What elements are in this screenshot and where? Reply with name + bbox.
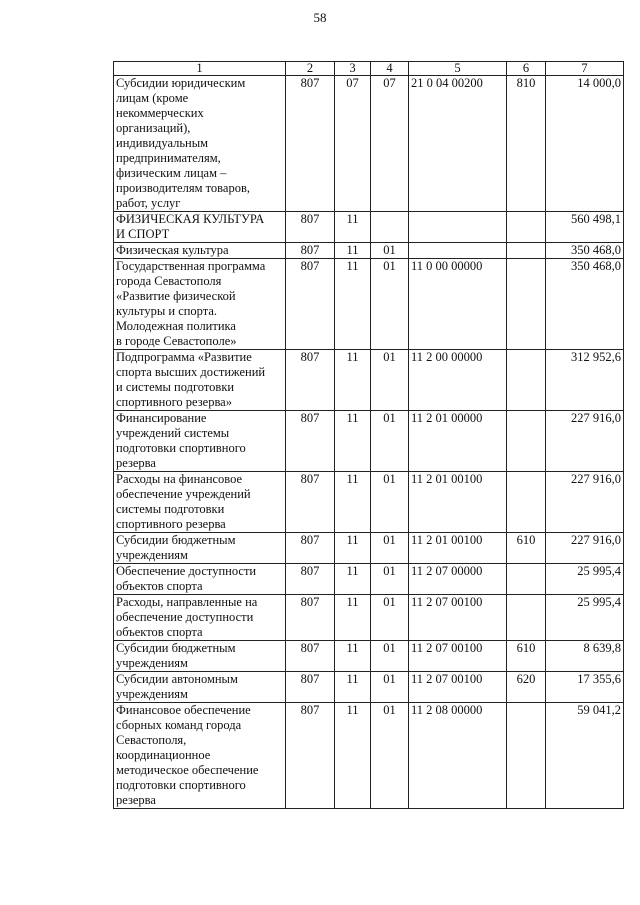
expense-type-code — [507, 595, 546, 641]
ministry-code: 807 — [286, 243, 335, 259]
table-row — [114, 212, 624, 243]
ministry-code: 807 — [286, 641, 335, 672]
expense-type-code — [507, 703, 546, 809]
column-header: 3 — [335, 62, 371, 76]
ministry-code: 807 — [286, 472, 335, 533]
target-article-code: 11 2 07 00100 — [409, 672, 507, 703]
section-code: 11 — [335, 595, 371, 641]
ministry-code: 807 — [286, 703, 335, 809]
table-row — [114, 350, 624, 411]
section-code: 11 — [335, 411, 371, 472]
amount: 227 916,0 — [546, 533, 624, 564]
table-header-row — [114, 62, 624, 76]
section-code: 11 — [335, 564, 371, 595]
amount: 312 952,6 — [546, 350, 624, 411]
row-name: Субсидии бюджетным учреждениям — [114, 533, 286, 564]
section-code: 11 — [335, 212, 371, 243]
section-code: 11 — [335, 243, 371, 259]
column-header: 2 — [286, 62, 335, 76]
target-article-code: 11 2 07 00100 — [409, 595, 507, 641]
expense-type-code — [507, 259, 546, 350]
ministry-code: 807 — [286, 564, 335, 595]
subsection-code: 01 — [371, 259, 409, 350]
row-name: Субсидии бюджетным учреждениям — [114, 641, 286, 672]
expense-type-code: 610 — [507, 641, 546, 672]
subsection-code: 01 — [371, 703, 409, 809]
table-row — [114, 641, 624, 672]
section-code: 11 — [335, 641, 371, 672]
amount: 227 916,0 — [546, 411, 624, 472]
table-row — [114, 672, 624, 703]
ministry-code: 807 — [286, 595, 335, 641]
expense-type-code — [507, 350, 546, 411]
row-name: Расходы, направленные на обеспечение доступности объектов спорта — [114, 595, 286, 641]
section-code: 11 — [335, 472, 371, 533]
subsection-code: 01 — [371, 672, 409, 703]
budget-table — [113, 61, 624, 809]
ministry-code: 807 — [286, 259, 335, 350]
row-name: Обеспечение доступности объектов спорта — [114, 564, 286, 595]
row-name: Субсидии юридическим лицам (кроме некоммерческих организаций), индивидуальным предпринимателям, физическим лицам – производителям товаров, работ, услуг — [114, 76, 286, 212]
expense-type-code — [507, 411, 546, 472]
subsection-code: 01 — [371, 641, 409, 672]
ministry-code: 807 — [286, 533, 335, 564]
subsection-code: 01 — [371, 411, 409, 472]
section-code: 11 — [335, 533, 371, 564]
column-header: 1 — [114, 62, 286, 76]
row-name: Государственная программа города Севастополя «Развитие физической культуры и спорта. Молодежная политика в городе Севастополе» — [114, 259, 286, 350]
subsection-code: 01 — [371, 472, 409, 533]
expense-type-code — [507, 472, 546, 533]
amount: 25 995,4 — [546, 564, 624, 595]
amount: 14 000,0 — [546, 76, 624, 212]
amount: 560 498,1 — [546, 212, 624, 243]
row-name: ФИЗИЧЕСКАЯ КУЛЬТУРА И СПОРТ — [114, 212, 286, 243]
table-row — [114, 411, 624, 472]
row-name: Субсидии автономным учреждениям — [114, 672, 286, 703]
subsection-code: 01 — [371, 564, 409, 595]
column-header: 4 — [371, 62, 409, 76]
subsection-code: 07 — [371, 76, 409, 212]
amount: 8 639,8 — [546, 641, 624, 672]
ministry-code: 807 — [286, 411, 335, 472]
expense-type-code — [507, 564, 546, 595]
expense-type-code — [507, 243, 546, 259]
amount: 17 355,6 — [546, 672, 624, 703]
table-row — [114, 533, 624, 564]
amount: 59 041,2 — [546, 703, 624, 809]
ministry-code: 807 — [286, 350, 335, 411]
section-code: 11 — [335, 350, 371, 411]
target-article-code — [409, 212, 507, 243]
target-article-code: 11 2 01 00100 — [409, 472, 507, 533]
expense-type-code: 620 — [507, 672, 546, 703]
section-code: 11 — [335, 672, 371, 703]
target-article-code: 11 2 07 00000 — [409, 564, 507, 595]
table-row — [114, 564, 624, 595]
table-row — [114, 595, 624, 641]
table-row — [114, 76, 624, 212]
column-header: 7 — [546, 62, 624, 76]
target-article-code: 11 2 01 00100 — [409, 533, 507, 564]
section-code: 11 — [335, 259, 371, 350]
table-row — [114, 243, 624, 259]
target-article-code: 11 2 01 00000 — [409, 411, 507, 472]
column-header: 5 — [409, 62, 507, 76]
target-article-code: 11 0 00 00000 — [409, 259, 507, 350]
amount: 350 468,0 — [546, 259, 624, 350]
subsection-code: 01 — [371, 243, 409, 259]
target-article-code — [409, 243, 507, 259]
page-number: 58 — [313, 10, 327, 25]
amount: 227 916,0 — [546, 472, 624, 533]
ministry-code: 807 — [286, 672, 335, 703]
row-name: Финансовое обеспечение сборных команд города Севастополя, координационное методическое обеспечение подготовки спортивного резерва — [114, 703, 286, 809]
amount: 25 995,4 — [546, 595, 624, 641]
expense-type-code: 810 — [507, 76, 546, 212]
expense-type-code — [507, 212, 546, 243]
ministry-code: 807 — [286, 76, 335, 212]
expense-type-code: 610 — [507, 533, 546, 564]
section-code: 11 — [335, 703, 371, 809]
table-row — [114, 472, 624, 533]
target-article-code: 11 2 08 00000 — [409, 703, 507, 809]
table-row — [114, 259, 624, 350]
row-name: Подпрограмма «Развитие спорта высших достижений и системы подготовки спортивного резерва» — [114, 350, 286, 411]
subsection-code: 01 — [371, 533, 409, 564]
section-code: 07 — [335, 76, 371, 212]
subsection-code: 01 — [371, 350, 409, 411]
row-name: Физическая культура — [114, 243, 286, 259]
column-header: 6 — [507, 62, 546, 76]
ministry-code: 807 — [286, 212, 335, 243]
row-name: Финансирование учреждений системы подготовки спортивного резерва — [114, 411, 286, 472]
subsection-code — [371, 212, 409, 243]
target-article-code: 11 2 07 00100 — [409, 641, 507, 672]
subsection-code: 01 — [371, 595, 409, 641]
table-row — [114, 703, 624, 809]
target-article-code: 21 0 04 00200 — [409, 76, 507, 212]
row-name: Расходы на финансовое обеспечение учреждений системы подготовки спортивного резерва — [114, 472, 286, 533]
target-article-code: 11 2 00 00000 — [409, 350, 507, 411]
amount: 350 468,0 — [546, 243, 624, 259]
